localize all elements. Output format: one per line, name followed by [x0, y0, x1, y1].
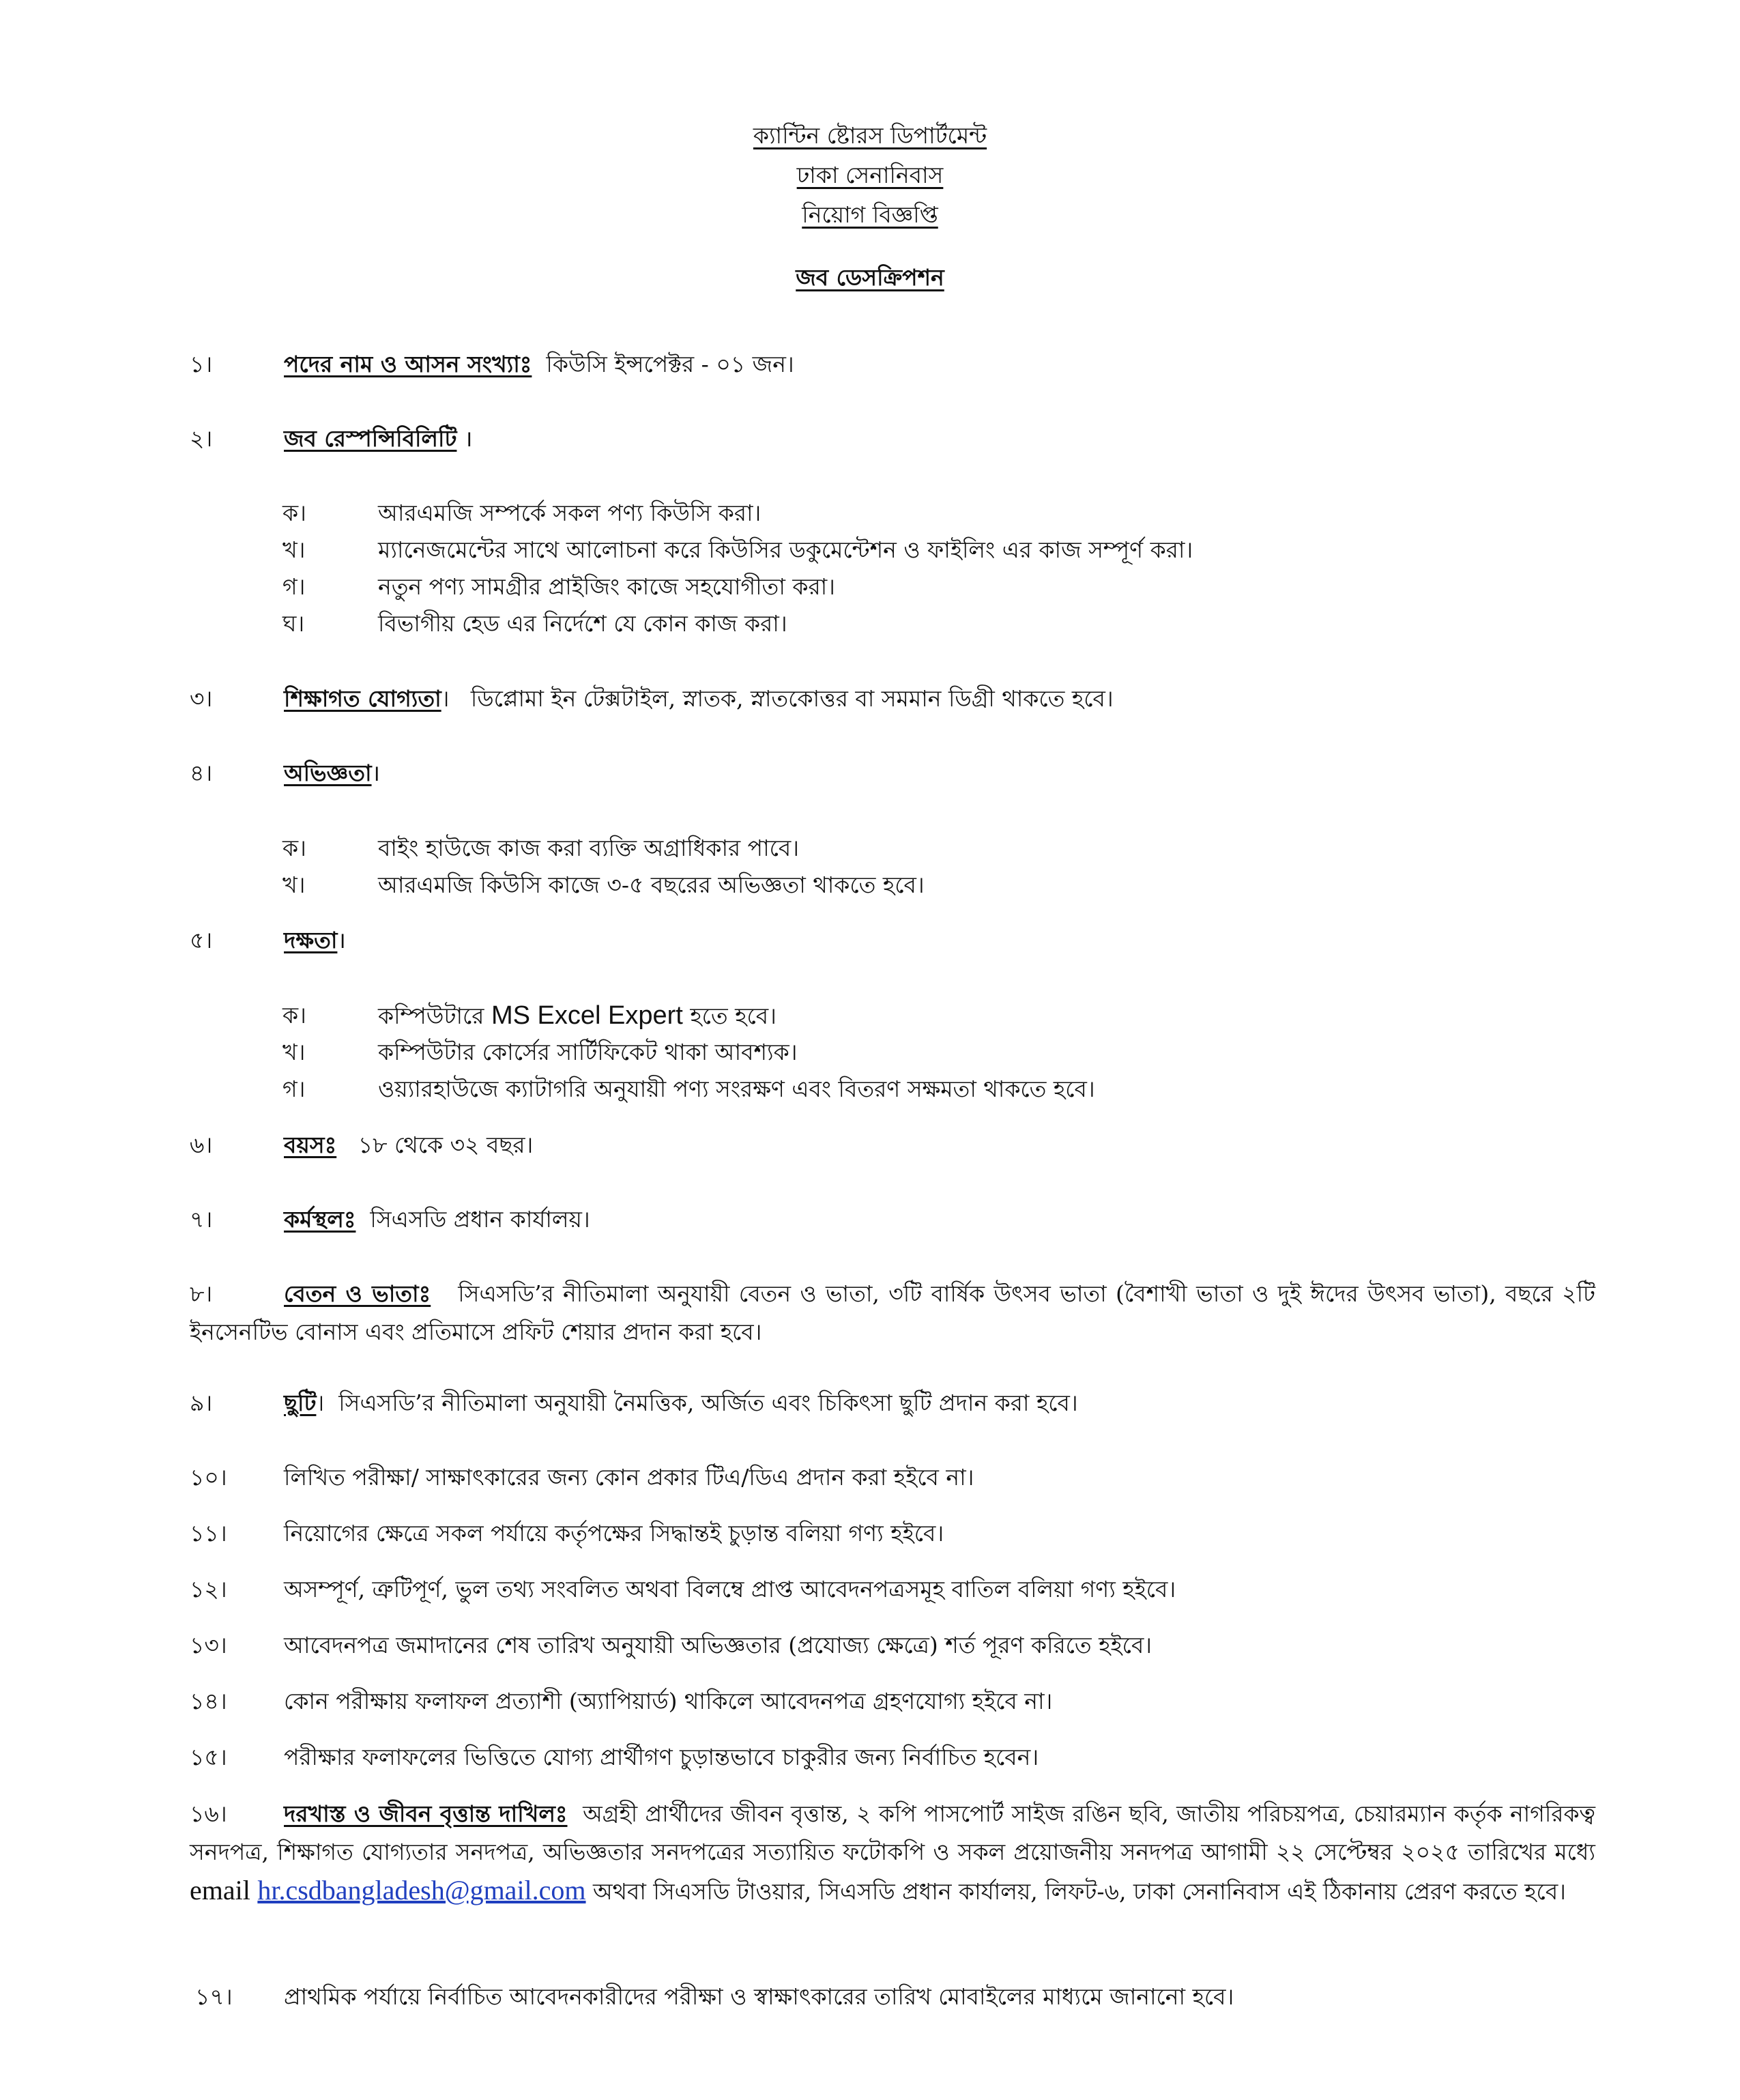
sub-label: ক।	[282, 835, 306, 861]
item-16	[190, 1795, 1595, 1911]
sub-label: ঘ।	[282, 610, 305, 637]
item-number: ৯।	[190, 1390, 213, 1416]
item-text: ।	[371, 760, 381, 786]
sub-text: নতুন পণ্য সামগ্রীর প্রাইজিং কাজে সহযোগীতা করা।	[378, 573, 835, 600]
org-name: ক্যান্টিন ষ্টোরস ডিপার্টমেন্ট	[753, 122, 987, 149]
item-text: । ডিপ্লোমা ইন টেক্সটাইল, স্নাতক, স্নাতকোত্তর বা সমমান ডিগ্রী থাকতে হবে।	[441, 685, 1114, 712]
item-heading: জব রেস্পন্সিবিলিটি	[284, 425, 457, 452]
sub-text: ম্যানেজমেন্টের সাথে আলোচনা করে কিউসির ডকুমেন্টেশন ও ফাইলিং এর কাজ সম্পূর্ণ করা।	[378, 536, 1193, 563]
item-heading: কর্মস্থলঃ	[284, 1206, 356, 1233]
item-heading: ছুটি	[284, 1390, 317, 1416]
item-text: কিউসি ইন্সপেক্টর - ০১ জন।	[546, 351, 794, 377]
item-number: ৪।	[190, 760, 213, 786]
item-heading: অভিজ্ঞতা	[284, 760, 372, 786]
item-8	[190, 1275, 1595, 1351]
item-text: অথবা সিএসডি টাওয়ার, সিএসডি প্রধান কার্যালয়, লিফট-৬, ঢাকা সেনানিবাস এই ঠিকানায় প্রেরণ করতে হবে।	[593, 1878, 1566, 1905]
sub-text: কম্পিউটার কোর্সের সার্টিফিকেট থাকা আবশ্যক।	[378, 1039, 798, 1065]
item-text: সিএসডি’র নীতিমালা অনুযায়ী বেতন ও ভাতা, ৩টি বার্ষিক উৎসব ভাতা (বৈশাখী ভাতা ও দুই ঈদের উৎসব ভাতা), বছরে ২টি ইনসেনটিভ বোনাস এবং প্রতিমাসে প্রফিট শেয়ার প্রদান করা হবে।	[190, 1280, 1595, 1345]
sub-text: বাইং হাউজে কাজ করা ব্যক্তি অগ্রাধিকার পাবে।	[378, 835, 800, 861]
sub-text-part: কম্পিউটারে	[378, 1003, 484, 1029]
item-heading: পদের নাম ও আসন সংখ্যাঃ	[284, 351, 532, 377]
item-number: ১৫।	[190, 1744, 227, 1770]
job-description-title: জব ডেসক্রিপশন	[796, 264, 944, 291]
item-number: ১৩।	[190, 1632, 227, 1658]
item-text: ১৮ থেকে ৩২ বছর।	[358, 1132, 534, 1158]
item-text: আবেদনপত্র জমাদানের শেষ তারিখ অনুযায়ী অভিজ্ঞতার (প্রযোজ্য ক্ষেত্রে) শর্ত পূরণ করিতে হইবে।	[284, 1632, 1152, 1658]
item-number: ৫।	[190, 927, 213, 953]
document-header	[0, 116, 1740, 298]
item-heading: বয়সঃ	[284, 1132, 337, 1158]
email-link[interactable]: hr.csdbangladesh@gmail.com	[257, 1875, 586, 1905]
item-text: প্রাথমিক পর্যায়ে নির্বাচিত আবেদনকারীদের পরীক্ষা ও স্বাক্ষাৎকারের তারিখ মোবাইলের মাধ্যমে জানানো হবে।	[284, 1983, 1234, 2010]
sub-text: ওয়্যারহাউজে ক্যাটাগরি অনুযায়ী পণ্য সংরক্ষণ এবং বিতরণ সক্ষমতা থাকতে হবে।	[378, 1076, 1095, 1102]
item-text: লিখিত পরীক্ষা/ সাক্ষাৎকারের জন্য কোন প্রকার টিএ/ডিএ প্রদান করা হইবে না।	[284, 1464, 974, 1491]
item-text: কোন পরীক্ষায় ফলাফল প্রত্যাশী (অ্যাপিয়ার্ড) থাকিলে আবেদনপত্র গ্রহণযোগ্য হইবে না।	[284, 1688, 1053, 1714]
sub-label: খ।	[282, 872, 306, 898]
sub-label: গ।	[282, 1076, 306, 1102]
item-heading: শিক্ষাগত যোগ্যতা	[284, 685, 441, 712]
item-number: ২।	[190, 425, 213, 452]
item-text: ।	[337, 927, 346, 953]
item-number: ৩।	[190, 685, 213, 712]
item-heading: বেতন ও ভাতাঃ	[284, 1280, 431, 1307]
sub-label: ক।	[282, 500, 306, 526]
item-number: ১২।	[190, 1576, 227, 1602]
item-number: ১৪।	[190, 1688, 227, 1714]
sub-text-part: হতে হবে।	[690, 1003, 777, 1029]
item-text: অগ্রহী প্রার্থীদের জীবন বৃত্তান্ত, ২ কপি পাসপোর্ট সাইজ রঙিন ছবি, জাতীয় পরিচয়পত্র, চেয়ারম্যান কর্তৃক নাগরিকত্ব সনদপত্র, শিক্ষাগত যোগ্যতার সনদপত্র, অভিজ্ঞতার সনদপত্রের সত্যায়িত ফটোকপি ও সকল প্রয়োজনীয় সনদপত্র আগামী ২২ সেপ্টেম্বর ২০২৫ তারিখের মধ্যে	[190, 1800, 1596, 1865]
item-number: ৭।	[190, 1206, 213, 1233]
email-label: email	[190, 1875, 250, 1905]
item-number: ১।	[190, 351, 213, 377]
sub-label: ক।	[282, 1002, 306, 1029]
item-number: ১৭।	[195, 1983, 233, 2010]
item-number: ৬।	[190, 1132, 213, 1158]
sub-label: গ।	[282, 573, 306, 600]
item-number: ৮।	[190, 1280, 213, 1307]
notice-title: নিয়োগ বিজ্ঞপ্তি	[802, 201, 938, 228]
excel-skill: MS Excel Expert	[491, 1001, 683, 1030]
sub-text: বিভাগীয় হেড এর নির্দেশে যে কোন কাজ করা।	[378, 610, 787, 637]
location: ঢাকা সেনানিবাস	[796, 162, 944, 188]
item-number: ১১।	[190, 1520, 227, 1547]
item-text: সিএসডি প্রধান কার্যালয়।	[370, 1206, 590, 1233]
sub-text	[378, 1001, 777, 1031]
item-heading: দরখাস্ত ও জীবন বৃত্তান্ত দাখিলঃ	[284, 1800, 568, 1827]
item-text: নিয়োগের ক্ষেত্রে সকল পর্যায়ে কর্তৃপক্ষের সিদ্ধান্তই চুড়ান্ত বলিয়া গণ্য হইবে।	[284, 1520, 944, 1547]
item-number: ১০।	[190, 1464, 227, 1491]
item-text: । সিএসডি’র নীতিমালা অনুযায়ী নৈমত্তিক, অর্জিত এবং চিকিৎসা ছুটি প্রদান করা হবে।	[316, 1390, 1078, 1416]
sub-text: আরএমজি কিউসি কাজে ৩-৫ বছরের অভিজ্ঞতা থাকতে হবে।	[378, 872, 925, 898]
item-number: ১৬।	[190, 1800, 227, 1827]
item-text: পরীক্ষার ফলাফলের ভিত্তিতে যোগ্য প্রার্থীগণ চুড়ান্তভাবে চাকুরীর জন্য নির্বাচিত হবেন।	[284, 1744, 1039, 1770]
item-heading: দক্ষতা	[284, 927, 338, 953]
item-text: ।	[463, 425, 473, 452]
sub-label: খ।	[282, 536, 306, 563]
sub-text: আরএমজি সম্পর্কে সকল পণ্য কিউসি করা।	[378, 500, 762, 526]
item-text: অসম্পূর্ণ, ত্রুটিপূর্ণ, ভুল তথ্য সংবলিত অথবা বিলম্বে প্রাপ্ত আবেদনপত্রসমূহ বাতিল বলিয়া গণ্য হইবে।	[284, 1576, 1176, 1602]
sub-label: খ।	[282, 1039, 306, 1065]
